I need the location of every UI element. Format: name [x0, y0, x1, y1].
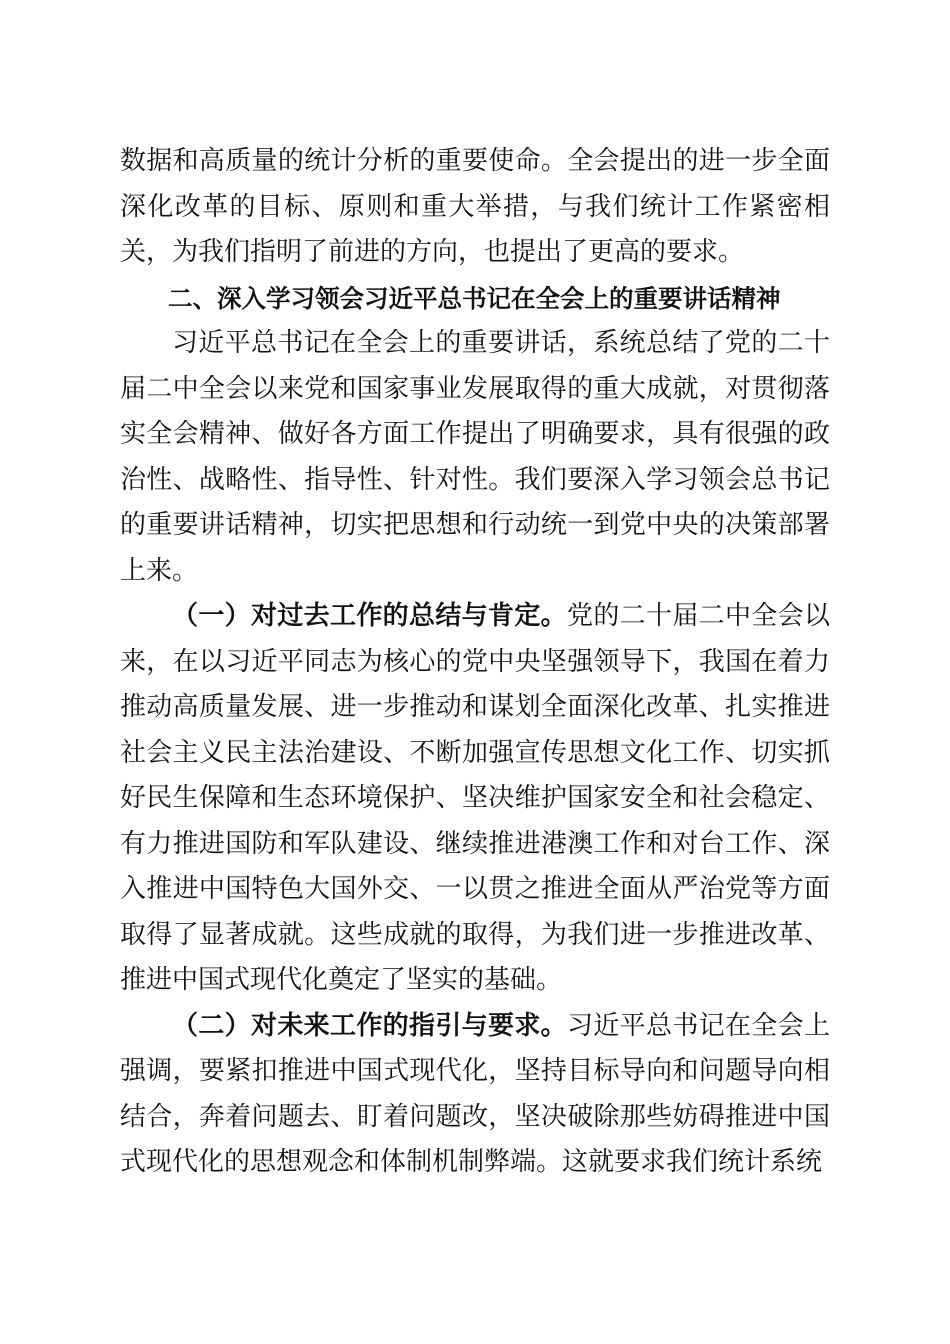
document-body — [120, 139, 830, 1186]
paragraph-continued — [120, 139, 830, 276]
paragraph — [120, 594, 830, 1004]
paragraph — [120, 1004, 830, 1186]
paragraph-text: 习近平总书记在全会上强调，要紧扣推进中国式现代化，坚持目标导向和问题导向相结合，奔着问题去、盯着问题改，坚决破除那些妨碍推进中国式现代化的思想观念和体制机制弊端。这就要求我们统计系统 — [120, 1010, 830, 1177]
paragraph — [120, 321, 830, 594]
section-heading — [120, 276, 830, 322]
paragraph-text: 党的二十届二中全会以来，在以习近平同志为核心的党中央坚强领导下，我国在着力推动高质量发展、进一步推动和谋划全面深化改革、扎实推进社会主义民主法治建设、不断加强宣传思想文化工作、切实抓好民生保障和生态环境保护、坚决维护国家安全和社会稳定、有力推进国防和军队建设、继续推进港澳工作和对台工作、深入推进中国特色大国外交、一以贯之推进全面从严治党等方面取得了显著成就。这些成就的取得，为我们进一步推进改革、推进中国式现代化奠定了坚实的基础。 — [120, 601, 830, 995]
paragraph-text: 习近平总书记在全会上的重要讲话，系统总结了党的二十届二中全会以来党和国家事业发展取得的重大成就，对贯彻落实全会精神、做好各方面工作提出了明确要求，具有很强的政治性、战略性、指导性、针对性。我们要深入学习领会总书记的重要讲话精神，切实把思想和行动统一到党中央的决策部署上来。 — [120, 328, 830, 586]
paragraph-text: 数据和高质量的统计分析的重要使命。全会提出的进一步全面深化改革的目标、原则和重大举措，与我们统计工作紧密相关，为我们指明了前进的方向，也提出了更高的要求。 — [120, 146, 830, 267]
section-heading-text: 二、深入学习领会习近平总书记在全会上的重要讲话精神 — [168, 283, 781, 313]
subsection-lead: （二）对未来工作的指引与要求。 — [172, 1010, 567, 1041]
subsection-lead: （一）对过去工作的总结与肯定。 — [172, 601, 567, 631]
